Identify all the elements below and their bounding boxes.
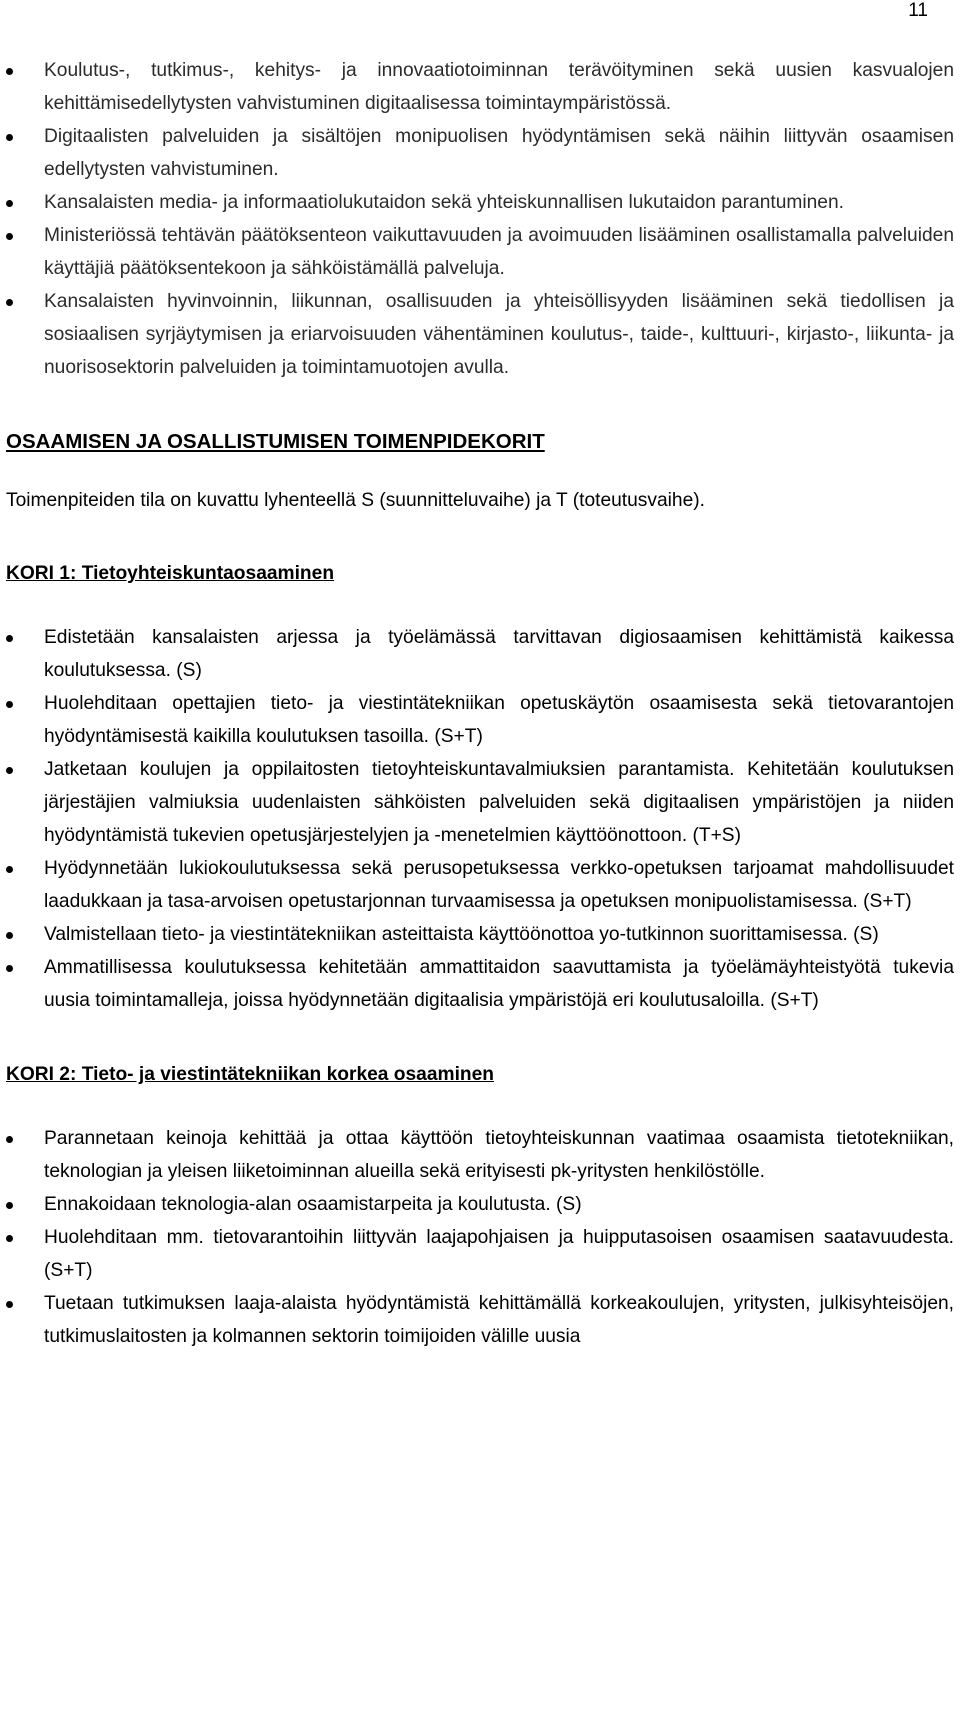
list-item — [6, 852, 954, 918]
list-item-text: Huolehditaan opettajien tieto- ja viestintätekniikan opetuskäytön osaamisesta sekä tietovarantojen hyödyntämisestä kaikilla koulutuksen tasoilla. (S+T) — [44, 693, 954, 747]
bullet-icon — [6, 1301, 13, 1308]
list-item — [6, 1221, 954, 1287]
bullet-icon — [6, 1202, 13, 1209]
list-item — [6, 54, 954, 120]
list-item-text: Jatketaan koulujen ja oppilaitosten tietoyhteiskuntavalmiuksien parantamista. Kehitetään koulutuksen järjestäjien valmiuksia uudenlaisten sähköisten palveluiden sekä digitaalisen ympäristöjen ja niiden hyödyntämistä tukevien opetusjärjestelyjen ja -menetelmien käyttöönottoon. (T+S) — [44, 759, 954, 846]
section-intro: Toimenpiteiden tila on kuvattu lyhenteellä S (suunnitteluvaihe) ja T (toteutusvaihe). — [6, 490, 705, 511]
list-item-text: Digitaalisten palveluiden ja sisältöjen monipuolisen hyödyntämisen sekä näihin liittyvän osaamisen edellytysten vahvistuminen. — [44, 126, 954, 180]
bullet-icon — [6, 299, 13, 306]
list-item — [6, 120, 954, 186]
list-item — [6, 1188, 954, 1221]
bullet-icon — [6, 1235, 13, 1242]
bullet-icon — [6, 701, 13, 708]
bullet-icon — [6, 767, 13, 774]
kori-1-list — [6, 621, 954, 1017]
list-item — [6, 918, 954, 951]
list-item-text: Koulutus-, tutkimus-, kehitys- ja innovaatiotoiminnan terävöityminen sekä uusien kasvualojen kehittämisedellytysten vahvistuminen digitaalisessa toimintaympäristössä. — [44, 60, 954, 114]
list-item — [6, 621, 954, 687]
bullet-icon — [6, 233, 13, 240]
bullet-icon — [6, 134, 13, 141]
list-item — [6, 285, 954, 384]
list-item — [6, 219, 954, 285]
goals-list — [6, 54, 954, 384]
list-item-text: Tuetaan tutkimuksen laaja-alaista hyödyntämistä kehittämällä korkeakoulujen, yritysten, julkisyhteisöjen, tutkimuslaitosten ja kolmannen sektorin toimijoiden välille uusia — [44, 1293, 954, 1347]
list-item-text: Huolehditaan mm. tietovarantoihin liittyvän laajapohjaisen ja huipputasoisen osaamisen saatavuudesta. (S+T) — [44, 1227, 954, 1281]
list-item-text: Ennakoidaan teknologia-alan osaamistarpeita ja koulutusta. (S) — [44, 1194, 582, 1215]
list-item — [6, 951, 954, 1017]
bullet-icon — [6, 1136, 13, 1143]
list-item-text: Ammatillisessa koulutuksessa kehitetään ammattitaidon saavuttamista ja työelämäyhteistyötä tukevia uusia toimintamalleja, joissa hyödynnetään digitaalisia ympäristöjä eri koulutusaloilla. (S+T) — [44, 957, 954, 1011]
bullet-icon — [6, 866, 13, 873]
list-item — [6, 186, 954, 219]
bullet-icon — [6, 932, 13, 939]
bullet-icon — [6, 965, 13, 972]
list-item — [6, 687, 954, 753]
kori-2-heading: KORI 2: Tieto- ja viestintätekniikan korkea osaaminen — [6, 1064, 495, 1085]
bullet-icon — [6, 635, 13, 642]
kori-2-list — [6, 1122, 954, 1353]
list-item — [6, 1122, 954, 1188]
list-item-text: Hyödynnetään lukiokoulutuksessa sekä perusopetuksessa verkko-opetuksen tarjoamat mahdollisuudet laadukkaan ja tasa-arvoisen opetustarjonnan turvaamisessa ja opetuksen monipuolistamisessa. (S+T) — [44, 858, 954, 912]
list-item-text: Edistetään kansalaisten arjessa ja työelämässä tarvittavan digiosaamisen kehittämistä kaikessa koulutuksessa. (S) — [44, 627, 954, 681]
list-item-text: Ministeriössä tehtävän päätöksenteon vaikuttavuuden ja avoimuuden lisääminen osallistamalla palveluiden käyttäjiä päätöksentekoon ja sähköistämällä palveluja. — [44, 225, 954, 279]
list-item-text: Kansalaisten hyvinvoinnin, liikunnan, osallisuuden ja yhteisöllisyyden lisääminen sekä tiedollisen ja sosiaalisen syrjäytymisen ja eriarvoisuuden vähentäminen koulutus-, taide-, kulttuuri-, kirjasto-, liikunta- ja nuorisosektorin palveluiden ja toimintamuotojen avulla. — [44, 291, 954, 378]
list-item — [6, 753, 954, 852]
list-item — [6, 1287, 954, 1353]
bullet-icon — [6, 200, 13, 207]
list-item-text: Parannetaan keinoja kehittää ja ottaa käyttöön tietoyhteiskunnan vaatimaa osaamista tietotekniikan, teknologian ja yleisen liiketoiminnan alueilla sekä erityisesti pk-yritysten henkilöstölle. — [44, 1128, 954, 1182]
page-number: 11 — [908, 0, 928, 21]
list-item-text: Kansalaisten media- ja informaatiolukutaidon sekä yhteiskunnallisen lukutaidon parantuminen. — [44, 192, 844, 213]
section-title: OSAAMISEN JA OSALLISTUMISEN TOIMENPIDEKORIT — [6, 430, 545, 453]
bullet-icon — [6, 68, 13, 75]
kori-1-heading: KORI 1: Tietoyhteiskuntaosaaminen — [6, 563, 335, 584]
list-item-text: Valmistellaan tieto- ja viestintätekniikan asteittaista käyttöönottoa yo-tutkinnon suorittamisessa. (S) — [44, 924, 879, 945]
document-body — [6, 54, 954, 1353]
